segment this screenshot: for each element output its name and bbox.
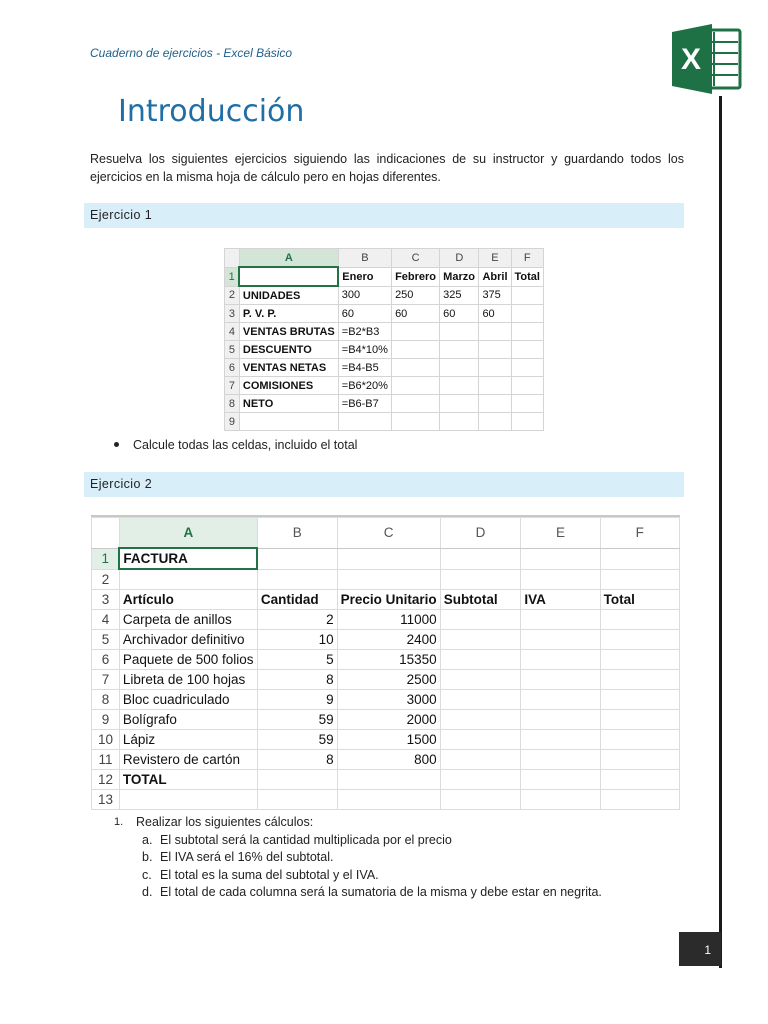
- sheet-row: [225, 286, 544, 305]
- subitem-text: El IVA será el 16% del subtotal.: [160, 850, 334, 864]
- cell-a4[interactable]: Carpeta de anillos: [119, 610, 257, 630]
- row-header-1[interactable]: 1: [92, 548, 120, 569]
- column-header-d[interactable]: D: [440, 518, 521, 549]
- cell-c10[interactable]: 1500: [337, 730, 440, 750]
- cell-f9[interactable]: [600, 710, 679, 730]
- column-header-c[interactable]: C: [337, 518, 440, 549]
- cell-f5[interactable]: [511, 341, 544, 359]
- column-header-c[interactable]: C: [392, 249, 440, 268]
- column-header-e[interactable]: E: [479, 249, 511, 268]
- cell-a3[interactable]: P. V. P.: [239, 305, 338, 323]
- excel-logo-icon: [670, 22, 744, 96]
- sheet-row: [92, 710, 680, 730]
- sheet-row: [92, 670, 680, 690]
- cell-d7[interactable]: [440, 377, 479, 395]
- cell-f5[interactable]: [600, 630, 679, 650]
- row-header-6[interactable]: 6: [225, 359, 240, 377]
- cell-d10[interactable]: [440, 730, 521, 750]
- cell-a1[interactable]: [239, 267, 338, 286]
- cell-a5[interactable]: DESCUENTO: [239, 341, 338, 359]
- cell-c7[interactable]: 2500: [337, 670, 440, 690]
- row-header-2[interactable]: 2: [92, 569, 120, 590]
- sheet-row: [92, 750, 680, 770]
- cell-e8[interactable]: [521, 690, 600, 710]
- cell-e4[interactable]: [479, 323, 511, 341]
- column-header-f[interactable]: F: [511, 249, 544, 268]
- cell-a12[interactable]: TOTAL: [119, 770, 257, 790]
- sheet-row: [225, 267, 544, 286]
- cell-d3[interactable]: 60: [440, 305, 479, 323]
- cell-c12[interactable]: [337, 770, 440, 790]
- cell-c11[interactable]: 800: [337, 750, 440, 770]
- cell-f2[interactable]: [600, 569, 679, 590]
- row-header-8[interactable]: 8: [92, 690, 120, 710]
- cell-d1[interactable]: [440, 548, 521, 569]
- cell-b13[interactable]: [257, 790, 337, 810]
- cell-a6[interactable]: Paquete de 500 folios: [119, 650, 257, 670]
- subitem-marker: c.: [142, 867, 152, 882]
- column-header-a[interactable]: A: [119, 518, 257, 549]
- cell-f6[interactable]: [511, 359, 544, 377]
- cell-d7[interactable]: [440, 670, 521, 690]
- intro-paragraph: Resuelva los siguientes ejercicios siguiendo las indicaciones de su instructor y guardando todos los ejercicios en la misma hoja de cálculo pero en hojas diferentes.: [90, 152, 684, 184]
- cell-b5[interactable]: 10: [257, 630, 337, 650]
- cell-e6[interactable]: [521, 650, 600, 670]
- cell-f13[interactable]: [600, 790, 679, 810]
- cell-d13[interactable]: [440, 790, 521, 810]
- cell-b6[interactable]: 5: [257, 650, 337, 670]
- cell-d8[interactable]: [440, 690, 521, 710]
- row-header-8[interactable]: 8: [225, 395, 240, 413]
- excel-logo-letter: X: [680, 43, 702, 76]
- cell-b7[interactable]: =B6*20%: [338, 377, 391, 395]
- row-header-3[interactable]: 3: [92, 590, 120, 610]
- sheet-row: [92, 790, 680, 810]
- cell-c5[interactable]: 2400: [337, 630, 440, 650]
- cell-f2[interactable]: [511, 286, 544, 305]
- cell-b4[interactable]: =B2*B3: [338, 323, 391, 341]
- cell-d2[interactable]: 325: [440, 286, 479, 305]
- subitem-text: El total es la suma del subtotal y el IVA.: [160, 867, 379, 882]
- cell-f11[interactable]: [600, 750, 679, 770]
- cell-b5[interactable]: =B4*10%: [338, 341, 391, 359]
- cell-d8[interactable]: [440, 395, 479, 413]
- cell-d6[interactable]: [440, 650, 521, 670]
- cell-b11[interactable]: 8: [257, 750, 337, 770]
- cell-e7[interactable]: [479, 377, 511, 395]
- sheet-row: [92, 610, 680, 630]
- cell-b2[interactable]: 300: [338, 286, 391, 305]
- page-title: Introducción: [118, 94, 305, 129]
- cell-a8[interactable]: Bloc cuadriculado: [119, 690, 257, 710]
- cell-b7[interactable]: 8: [257, 670, 337, 690]
- sheet-corner[interactable]: [92, 518, 120, 549]
- sheet-row: [92, 590, 680, 610]
- cell-c9[interactable]: 2000: [337, 710, 440, 730]
- sheet-row: [92, 650, 680, 670]
- cell-a1[interactable]: FACTURA: [119, 548, 257, 569]
- row-header-5[interactable]: 5: [92, 630, 120, 650]
- cell-e5[interactable]: [521, 630, 600, 650]
- cell-b6[interactable]: =B4-B5: [338, 359, 391, 377]
- sheet-row: [225, 305, 544, 323]
- sheet-row: [225, 341, 544, 359]
- column-header-f[interactable]: F: [600, 518, 679, 549]
- instruction-subitem: [142, 849, 602, 867]
- cell-a9[interactable]: [239, 413, 338, 431]
- cell-c2[interactable]: [337, 569, 440, 590]
- right-margin-rule: [719, 96, 722, 968]
- exercise-1-bullet: [114, 438, 357, 452]
- sheet-row: [92, 690, 680, 710]
- cell-d4[interactable]: [440, 610, 521, 630]
- exercise-1-heading: Ejercicio 1: [84, 203, 684, 228]
- row-header-4[interactable]: 4: [225, 323, 240, 341]
- cell-d4[interactable]: [440, 323, 479, 341]
- row-header-13[interactable]: 13: [92, 790, 120, 810]
- cell-f8[interactable]: [600, 690, 679, 710]
- sheet-row: [92, 548, 680, 569]
- cell-a2[interactable]: UNIDADES: [239, 286, 338, 305]
- cell-f4[interactable]: [511, 323, 544, 341]
- exercise-1-spreadsheet: [224, 248, 544, 428]
- cell-e12[interactable]: [521, 770, 600, 790]
- cell-d5[interactable]: [440, 630, 521, 650]
- cell-b9[interactable]: [338, 413, 391, 431]
- cell-e13[interactable]: [521, 790, 600, 810]
- cell-b1[interactable]: [257, 548, 337, 569]
- cell-d2[interactable]: [440, 569, 521, 590]
- cell-e9[interactable]: [479, 413, 511, 431]
- cell-d5[interactable]: [440, 341, 479, 359]
- row-header-7[interactable]: 7: [225, 377, 240, 395]
- cell-b3[interactable]: 60: [338, 305, 391, 323]
- column-header-b[interactable]: B: [257, 518, 337, 549]
- row-header-9[interactable]: 9: [92, 710, 120, 730]
- cell-c6[interactable]: [392, 359, 440, 377]
- cell-e4[interactable]: [521, 610, 600, 630]
- cell-c4[interactable]: [392, 323, 440, 341]
- sheet-row: [225, 395, 544, 413]
- sheet-row: [92, 569, 680, 590]
- row-header-7[interactable]: 7: [92, 670, 120, 690]
- cell-c5[interactable]: [392, 341, 440, 359]
- column-header-e[interactable]: E: [521, 518, 600, 549]
- exercise-2-instructions: [114, 814, 602, 902]
- row-header-11[interactable]: 11: [92, 750, 120, 770]
- cell-e1[interactable]: [521, 548, 600, 569]
- cell-a7[interactable]: Libreta de 100 hojas: [119, 670, 257, 690]
- cell-d9[interactable]: [440, 413, 479, 431]
- cell-b10[interactable]: 59: [257, 730, 337, 750]
- cell-d3[interactable]: Subtotal: [440, 590, 521, 610]
- cell-f12[interactable]: [600, 770, 679, 790]
- instruction-item: [114, 814, 602, 832]
- cell-a5[interactable]: Archivador definitivo: [119, 630, 257, 650]
- row-header-5[interactable]: 5: [225, 341, 240, 359]
- cell-d1[interactable]: Marzo: [440, 267, 479, 286]
- row-header-10[interactable]: 10: [92, 730, 120, 750]
- cell-e9[interactable]: [521, 710, 600, 730]
- sheet-row: [92, 630, 680, 650]
- subitem-text: El subtotal será la cantidad multiplicada por el precio: [160, 832, 452, 847]
- cell-b2[interactable]: [257, 569, 337, 590]
- cell-c1[interactable]: Febrero: [392, 267, 440, 286]
- cell-e11[interactable]: [521, 750, 600, 770]
- column-header-a[interactable]: A: [239, 249, 338, 268]
- cell-b9[interactable]: 59: [257, 710, 337, 730]
- sheet-row: [92, 770, 680, 790]
- cell-f3[interactable]: Total: [600, 590, 679, 610]
- cell-a9[interactable]: Bolígrafo: [119, 710, 257, 730]
- cell-f1[interactable]: [600, 548, 679, 569]
- cell-c6[interactable]: 15350: [337, 650, 440, 670]
- cell-e6[interactable]: [479, 359, 511, 377]
- instruction-subitem: [142, 832, 602, 850]
- cell-d12[interactable]: [440, 770, 521, 790]
- cell-e2[interactable]: 375: [479, 286, 511, 305]
- cell-f4[interactable]: [600, 610, 679, 630]
- row-header-4[interactable]: 4: [92, 610, 120, 630]
- sheet-row: [92, 730, 680, 750]
- bullet-dot-icon: [114, 442, 119, 447]
- cell-f1[interactable]: Total: [511, 267, 544, 286]
- sheet-row: [225, 413, 544, 431]
- row-header-12[interactable]: 12: [92, 770, 120, 790]
- cell-c3[interactable]: 60: [392, 305, 440, 323]
- cell-d9[interactable]: [440, 710, 521, 730]
- cell-a6[interactable]: VENTAS NETAS: [239, 359, 338, 377]
- cell-e8[interactable]: [479, 395, 511, 413]
- cell-e1[interactable]: Abril: [479, 267, 511, 286]
- column-header-d[interactable]: D: [440, 249, 479, 268]
- sheet-row: [225, 323, 544, 341]
- cell-e3[interactable]: 60: [479, 305, 511, 323]
- cell-c8[interactable]: 3000: [337, 690, 440, 710]
- row-header-6[interactable]: 6: [92, 650, 120, 670]
- exercise-1-bullet-text: Calcule todas las celdas, incluido el total: [133, 438, 358, 452]
- cell-f6[interactable]: [600, 650, 679, 670]
- cell-a2[interactable]: [119, 569, 257, 590]
- sheet-corner[interactable]: [225, 249, 240, 268]
- exercise-2-spreadsheet: [91, 515, 680, 807]
- cell-c3[interactable]: Precio Unitario: [337, 590, 440, 610]
- cell-f9[interactable]: [511, 413, 544, 431]
- cell-b12[interactable]: [257, 770, 337, 790]
- cell-f7[interactable]: [600, 670, 679, 690]
- cell-c7[interactable]: [392, 377, 440, 395]
- cell-e5[interactable]: [479, 341, 511, 359]
- cell-a3[interactable]: Artículo: [119, 590, 257, 610]
- page-number: 1: [679, 932, 721, 966]
- sheet-row: [225, 359, 544, 377]
- cell-c8[interactable]: [392, 395, 440, 413]
- cell-b1[interactable]: Enero: [338, 267, 391, 286]
- exercise-2-heading: Ejercicio 2: [84, 472, 684, 497]
- cell-a7[interactable]: COMISIONES: [239, 377, 338, 395]
- cell-e7[interactable]: [521, 670, 600, 690]
- instruction-subitems: [114, 832, 602, 902]
- row-header-1[interactable]: 1: [225, 267, 240, 286]
- cell-b8[interactable]: =B6-B7: [338, 395, 391, 413]
- subitem-text: El total de cada columna será la sumatoria de la misma y debe estar en negrita.: [160, 885, 602, 899]
- cell-c2[interactable]: 250: [392, 286, 440, 305]
- cell-d11[interactable]: [440, 750, 521, 770]
- cell-e10[interactable]: [521, 730, 600, 750]
- cell-f10[interactable]: [600, 730, 679, 750]
- cell-c4[interactable]: 11000: [337, 610, 440, 630]
- row-header-3[interactable]: 3: [225, 305, 240, 323]
- cell-a13[interactable]: [119, 790, 257, 810]
- cell-c9[interactable]: [392, 413, 440, 431]
- cell-b3[interactable]: Cantidad: [257, 590, 337, 610]
- cell-a10[interactable]: Lápiz: [119, 730, 257, 750]
- instruction-number: 1.: [114, 816, 124, 828]
- subitem-marker: d.: [142, 885, 153, 899]
- cell-f7[interactable]: [511, 377, 544, 395]
- cell-f8[interactable]: [511, 395, 544, 413]
- cell-b8[interactable]: 9: [257, 690, 337, 710]
- instruction-text: Realizar los siguientes cálculos:: [136, 815, 314, 829]
- cell-c1[interactable]: [337, 548, 440, 569]
- cell-a4[interactable]: VENTAS BRUTAS: [239, 323, 338, 341]
- cell-e2[interactable]: [521, 569, 600, 590]
- instruction-subitem: [142, 867, 602, 885]
- cell-b4[interactable]: 2: [257, 610, 337, 630]
- header-title: Cuaderno de ejercicios - Excel Básico: [90, 46, 293, 60]
- cell-f3[interactable]: [511, 305, 544, 323]
- cell-a8[interactable]: NETO: [239, 395, 338, 413]
- subitem-marker: b.: [142, 850, 153, 864]
- row-header-9[interactable]: 9: [225, 413, 240, 431]
- column-header-b[interactable]: B: [338, 249, 391, 268]
- cell-a11[interactable]: Revistero de cartón: [119, 750, 257, 770]
- subitem-marker: a.: [142, 832, 153, 847]
- cell-c13[interactable]: [337, 790, 440, 810]
- sheet-row: [225, 377, 544, 395]
- cell-d6[interactable]: [440, 359, 479, 377]
- cell-e3[interactable]: IVA: [521, 590, 600, 610]
- row-header-2[interactable]: 2: [225, 286, 240, 305]
- instruction-subitem: [142, 884, 602, 902]
